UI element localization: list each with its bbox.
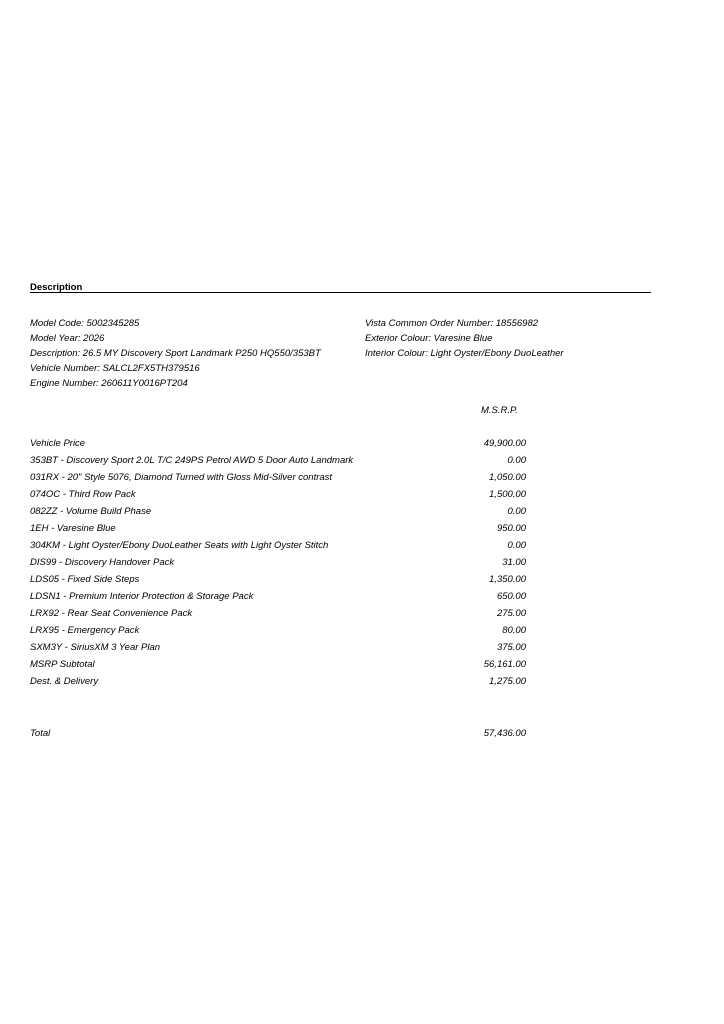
exterior-colour: Exterior Colour: Varesine Blue bbox=[365, 333, 493, 344]
vehicle-number: Vehicle Number: SALCL2FX5TH379516 bbox=[30, 363, 200, 374]
line-item-price: 0.00 bbox=[507, 540, 526, 551]
line-item-price: 0.00 bbox=[507, 506, 526, 517]
line-item-price: 56,161.00 bbox=[483, 659, 526, 670]
msrp-subtotal-row bbox=[30, 657, 526, 674]
line-item-label: 304KM - Light Oyster/Ebony DuoLeather Seats with Light Oyster Stitch bbox=[30, 540, 329, 551]
line-item-label: Dest. & Delivery bbox=[30, 676, 99, 687]
line-item bbox=[30, 436, 526, 453]
line-item bbox=[30, 589, 526, 606]
line-item-price: 375.00 bbox=[496, 642, 526, 653]
heading-divider bbox=[30, 292, 651, 293]
line-item bbox=[30, 470, 526, 487]
msrp-column-header: M.S.R.P. bbox=[481, 405, 518, 416]
line-item bbox=[30, 572, 526, 589]
line-item-label: LDSN1 - Premium Interior Protection & Storage Pack bbox=[30, 591, 254, 602]
line-item-label: MSRP Subtotal bbox=[30, 659, 95, 670]
line-item-price: 80.00 bbox=[502, 625, 526, 636]
total-value: 57,436.00 bbox=[483, 728, 526, 739]
line-item bbox=[30, 453, 526, 470]
line-item-price: 650.00 bbox=[496, 591, 526, 602]
section-heading: Description bbox=[30, 282, 83, 293]
total-label: Total bbox=[30, 728, 51, 739]
line-item-price: 1,275.00 bbox=[489, 676, 526, 687]
model-year: Model Year: 2026 bbox=[30, 333, 105, 344]
line-item-label: LDS05 - Fixed Side Steps bbox=[30, 574, 140, 585]
line-item-price: 950.00 bbox=[496, 523, 526, 534]
interior-colour: Interior Colour: Light Oyster/Ebony DuoLeather bbox=[365, 348, 564, 359]
line-item-price: 1,500.00 bbox=[489, 489, 526, 500]
line-item-label: DIS99 - Discovery Handover Pack bbox=[30, 557, 175, 568]
line-item-label: SXM3Y - SiriusXM 3 Year Plan bbox=[30, 642, 161, 653]
delivery-row bbox=[30, 674, 526, 691]
line-item-label: 082ZZ - Volume Build Phase bbox=[30, 506, 152, 517]
line-item-price: 49,900.00 bbox=[483, 438, 526, 449]
total-row bbox=[30, 726, 526, 741]
line-item bbox=[30, 640, 526, 657]
vehicle-info-right bbox=[365, 316, 564, 361]
line-item-label: LRX95 - Emergency Pack bbox=[30, 625, 140, 636]
line-item-price: 275.00 bbox=[496, 608, 526, 619]
line-item bbox=[30, 623, 526, 640]
line-item bbox=[30, 538, 526, 555]
line-item-price: 0.00 bbox=[507, 455, 526, 466]
line-item-label: 353BT - Discovery Sport 2.0L T/C 249PS Petrol AWD 5 Door Auto Landmark bbox=[30, 455, 354, 466]
vehicle-info-left bbox=[30, 316, 321, 391]
model-code: Model Code: 5002345285 bbox=[30, 318, 140, 329]
model-description: Description: 26.5 MY Discovery Sport Landmark P250 HQ550/353BT bbox=[30, 348, 321, 359]
line-item bbox=[30, 487, 526, 504]
line-item bbox=[30, 521, 526, 538]
line-item-label: 031RX - 20" Style 5076, Diamond Turned with Gloss Mid-Silver contrast bbox=[30, 472, 333, 483]
line-item-label: LRX92 - Rear Seat Convenience Pack bbox=[30, 608, 193, 619]
line-item-label: 1EH - Varesine Blue bbox=[30, 523, 116, 534]
line-item-price: 1,350.00 bbox=[489, 574, 526, 585]
price-line-items bbox=[30, 436, 526, 691]
line-item-price: 31.00 bbox=[502, 557, 526, 568]
order-number: Vista Common Order Number: 18556982 bbox=[365, 318, 539, 329]
engine-number: Engine Number: 260611Y0016PT204 bbox=[30, 378, 188, 389]
line-item bbox=[30, 504, 526, 521]
line-item bbox=[30, 606, 526, 623]
line-item-price: 1,050.00 bbox=[489, 472, 526, 483]
line-item-label: 074OC - Third Row Pack bbox=[30, 489, 136, 500]
line-item-label: Vehicle Price bbox=[30, 438, 86, 449]
line-item bbox=[30, 555, 526, 572]
